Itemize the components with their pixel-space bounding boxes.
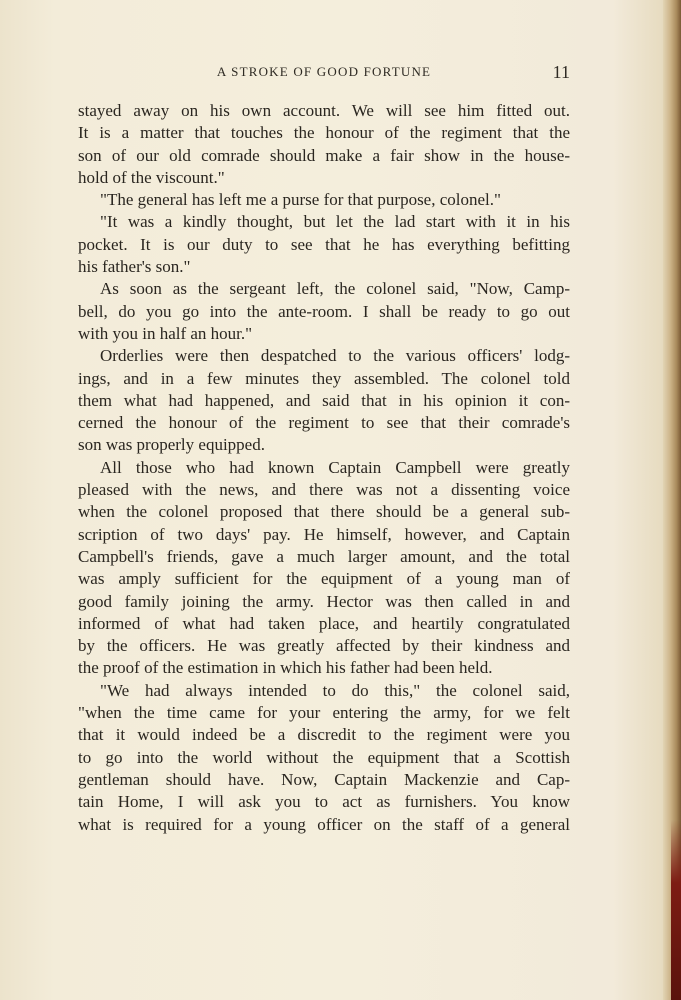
text-line: the proof of the estimation in which his father had been held. [78,658,493,678]
text-line: by the officers. He was greatly affected by their kindness and [78,636,570,656]
text-line: "The general has left me a purse for that purpose, colonel." [100,190,501,210]
body-text [78,100,570,836]
text-line: son was properly equipped. [78,435,265,455]
text-line: to go into the world without the equipment that a Scottish [78,747,570,767]
text-line: his father's son." [78,257,191,277]
text-line: with you in half an hour." [78,323,253,343]
text-line: that it would indeed be a discredit to the regiment were you [78,725,570,745]
text-line: pocket. It is our duty to see that he has everything befitting [78,234,570,254]
text-line: bell, do you go into the ante-room. I shall be ready to go out [78,301,570,321]
text-line: ings, and in a few minutes they assembled. The colonel told [78,368,570,388]
cover-edge-red [671,820,681,1000]
text-line: them what had happened, and said that in his opinion it con- [78,390,570,410]
text-line: hold of the viscount." [78,167,225,187]
text-line: Campbell's friends, gave a much larger amount, and the total [78,546,570,566]
text-line: what is required for a young officer on the staff of a general [78,814,570,834]
text-line: stayed away on his own account. We will see him fitted out. [78,101,570,120]
text-line: "when the time came for your entering the army, for we felt [78,703,570,723]
page-header [78,62,570,86]
text-line: tain Home, I will ask you to act as furnishers. You know [78,792,570,812]
text-line: when the colonel proposed that there should be a general sub- [78,502,570,522]
text-line: Orderlies were then despatched to the various officers' lodg- [100,346,570,366]
text-line: It is a matter that touches the honour of the regiment that the [78,123,570,143]
text-line: son of our old comrade should make a fair show in the house- [78,145,570,165]
running-title: A STROKE OF GOOD FORTUNE [216,64,432,79]
text-line: All those who had known Captain Campbell were greatly [100,457,570,477]
text-line: As soon as the sergeant left, the colonel said, "Now, Camp- [100,279,570,299]
text-line: was amply sufficient for the equipment of a young man of [78,569,570,589]
text-line: gentleman should have. Now, Captain Mackenzie and Cap- [78,769,570,789]
text-line: "It was a kindly thought, but let the lad start with it in his [100,212,570,232]
text-line: informed of what had taken place, and heartily congratulated [78,613,570,633]
text-line: good family joining the army. Hector was then called in and [78,591,570,611]
text-line: cerned the honour of the regiment to see that their comrade's [78,413,570,433]
text-line: scription of two days' pay. He himself, however, and Captain [78,524,570,544]
text-line: "We had always intended to do this," the colonel said, [100,680,570,700]
page-number: 11 [552,62,570,82]
text-line: pleased with the news, and there was not a dissenting voice [78,480,570,500]
